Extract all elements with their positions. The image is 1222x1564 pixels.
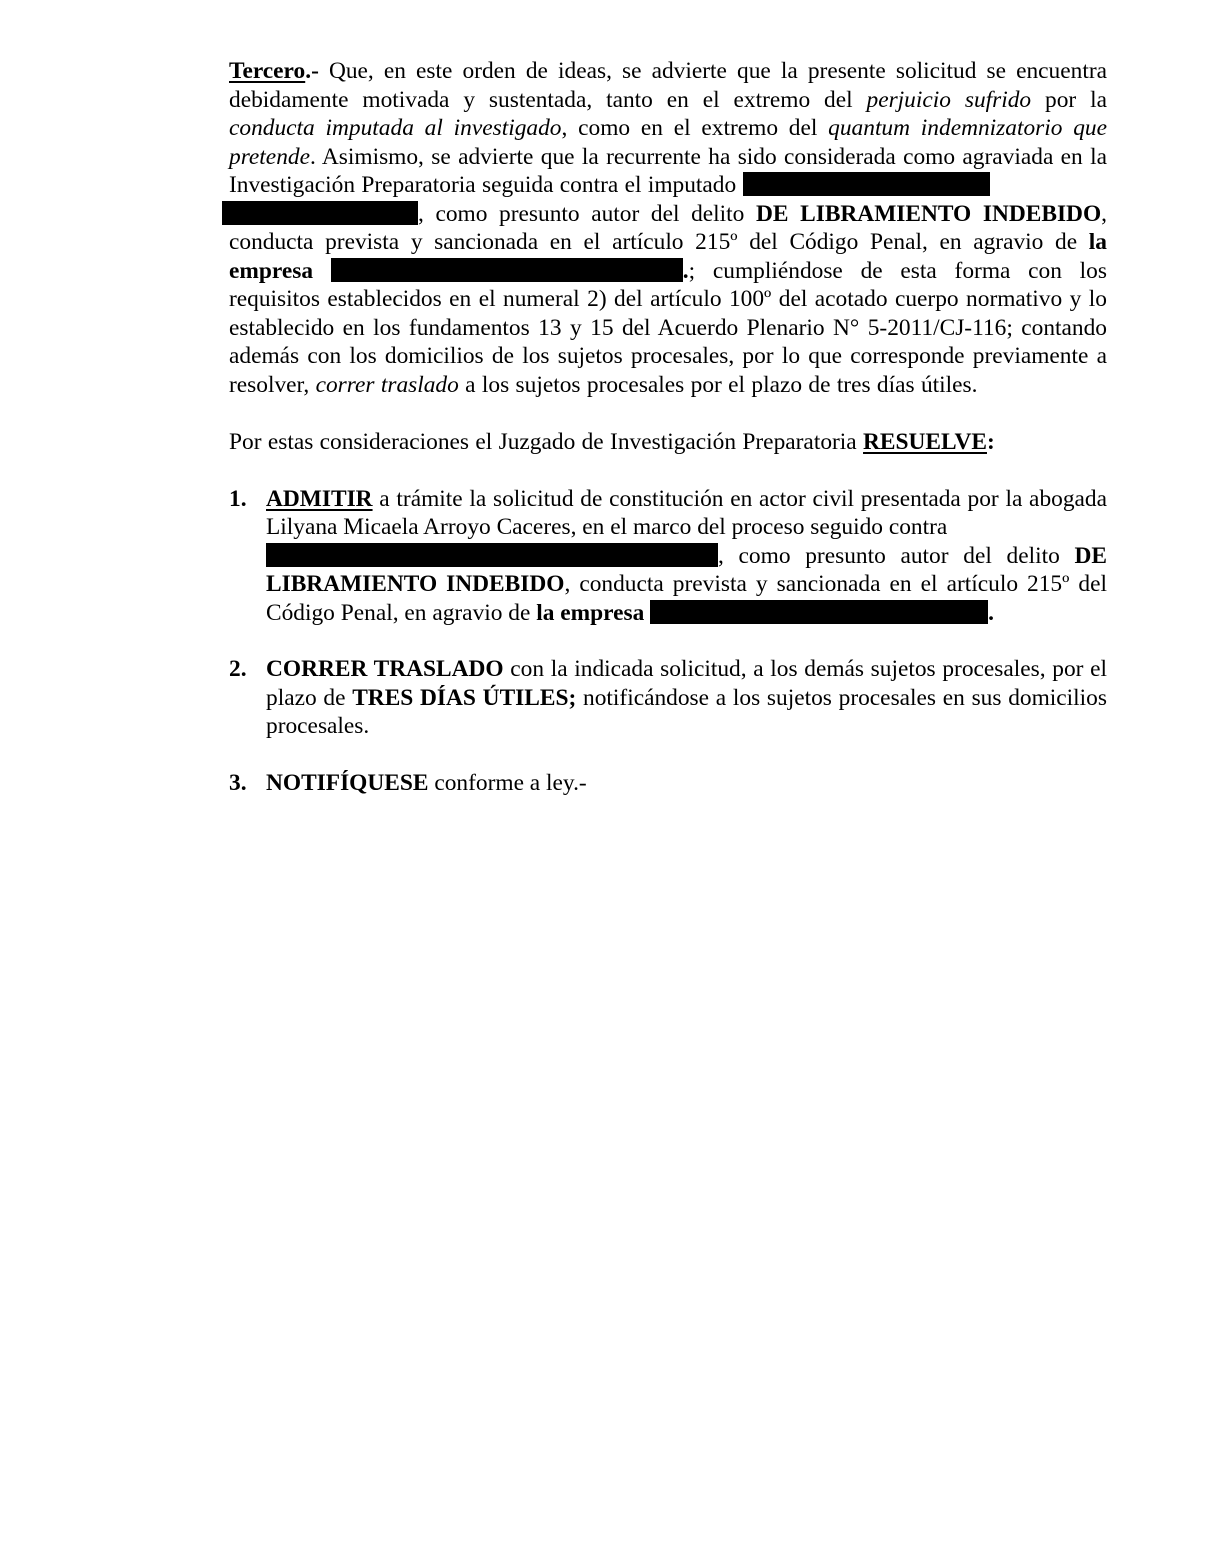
redaction-bar xyxy=(222,201,418,225)
italic-run: perjuicio sufrido xyxy=(866,86,1032,113)
bold-run: . xyxy=(988,599,995,626)
text-run: , conducta prevista y sancionada en el artículo 215º del Código Penal, en agravio de xyxy=(266,571,1107,626)
heading-suffix: .- xyxy=(305,58,319,84)
italic-run: correr traslado xyxy=(315,371,459,398)
document-page xyxy=(229,57,1107,797)
decision-list xyxy=(229,485,1107,798)
paragraph-heading: Tercero xyxy=(229,58,306,84)
resuelve-keyword: RESUELVE xyxy=(863,429,987,455)
spacer xyxy=(229,741,1107,769)
list-item xyxy=(229,485,1107,628)
text-run: ; cumpliéndose de esta forma con los requisitos establecidos en el numeral 2) del artículo 100º del acotado cuerpo normativo y lo establecido en los fundamentos 13 y 15 del Acuerdo Plenario N° 5-2011/CJ-116; contando además con los domicilios de los sujetos procesales, por lo que corresponde previamente a resolver, xyxy=(229,257,1107,398)
italic-run: conducta imputada al investigado xyxy=(229,115,562,141)
text-run: a los sujetos procesales por el plazo de tres días útiles. xyxy=(458,371,978,398)
bold-run: NOTIFÍQUESE xyxy=(266,769,429,796)
resuelve-colon: : xyxy=(986,429,995,455)
bold-run: la empresa xyxy=(536,599,645,626)
text-run: , como presunto autor del delito xyxy=(418,200,756,227)
bold-run: CORRER TRASLADO xyxy=(266,656,504,682)
text-run: Que, en este orden de ideas, se advierte que la presente solicitud se encuentra debidamente motivada y sustentada, tanto en el extremo del xyxy=(229,58,1107,113)
item-number: 1. xyxy=(229,485,247,512)
bold-run: TRES DÍAS ÚTILES; xyxy=(352,684,577,711)
text-run: conforme a ley.- xyxy=(428,769,587,796)
bold-run: . xyxy=(682,257,689,284)
resuelve-intro: Por estas consideraciones el Juzgado de Investigación Preparatoria xyxy=(229,429,864,455)
item-number: 2. xyxy=(229,656,247,682)
item-number: 3. xyxy=(229,769,247,796)
text-run: con la indicada solicitud, a los demás sujetos procesales, por el plazo de xyxy=(266,656,1107,711)
redaction-bar xyxy=(743,172,990,196)
bold-run: DE LIBRAMIENTO INDEBIDO xyxy=(756,200,1102,227)
text-run: por la xyxy=(1031,86,1107,113)
text-run: , como en el extremo del xyxy=(561,115,829,141)
redaction-bar xyxy=(331,258,683,282)
paragraph-tercero xyxy=(229,57,1107,399)
redaction-bar xyxy=(650,600,988,624)
bold-run: DE LIBRAMIENTO INDEBIDO xyxy=(266,542,1107,597)
bold-run: la empresa xyxy=(229,229,1107,284)
italic-run: quantum indemnizatorio que pretende xyxy=(229,115,1108,170)
text-run: , conducta prevista y sancionada en el artículo 215º del Código Penal, en agravio de xyxy=(229,200,1108,255)
text-run: , como presunto autor del delito xyxy=(718,542,1075,569)
spacer xyxy=(229,627,1107,655)
redaction-bar xyxy=(266,543,718,567)
text-run: . Asimismo, se advierte que la recurrente ha sido considerada como agraviada en la Investigación Preparatoria seguida contra el imputado xyxy=(229,143,1107,198)
text-run: a trámite la solicitud de constitución en actor civil presentada por la abogada Lilyana Micaela Arroyo Caceres, en el marco del proceso seguido contra xyxy=(266,485,1107,540)
resuelve-line xyxy=(229,428,1107,457)
list-item xyxy=(229,655,1107,741)
list-item xyxy=(229,769,1107,798)
bold-run: ADMITIR xyxy=(266,485,373,512)
text-run: notificándose a los sujetos procesales en sus domicilios procesales. xyxy=(266,684,1107,739)
